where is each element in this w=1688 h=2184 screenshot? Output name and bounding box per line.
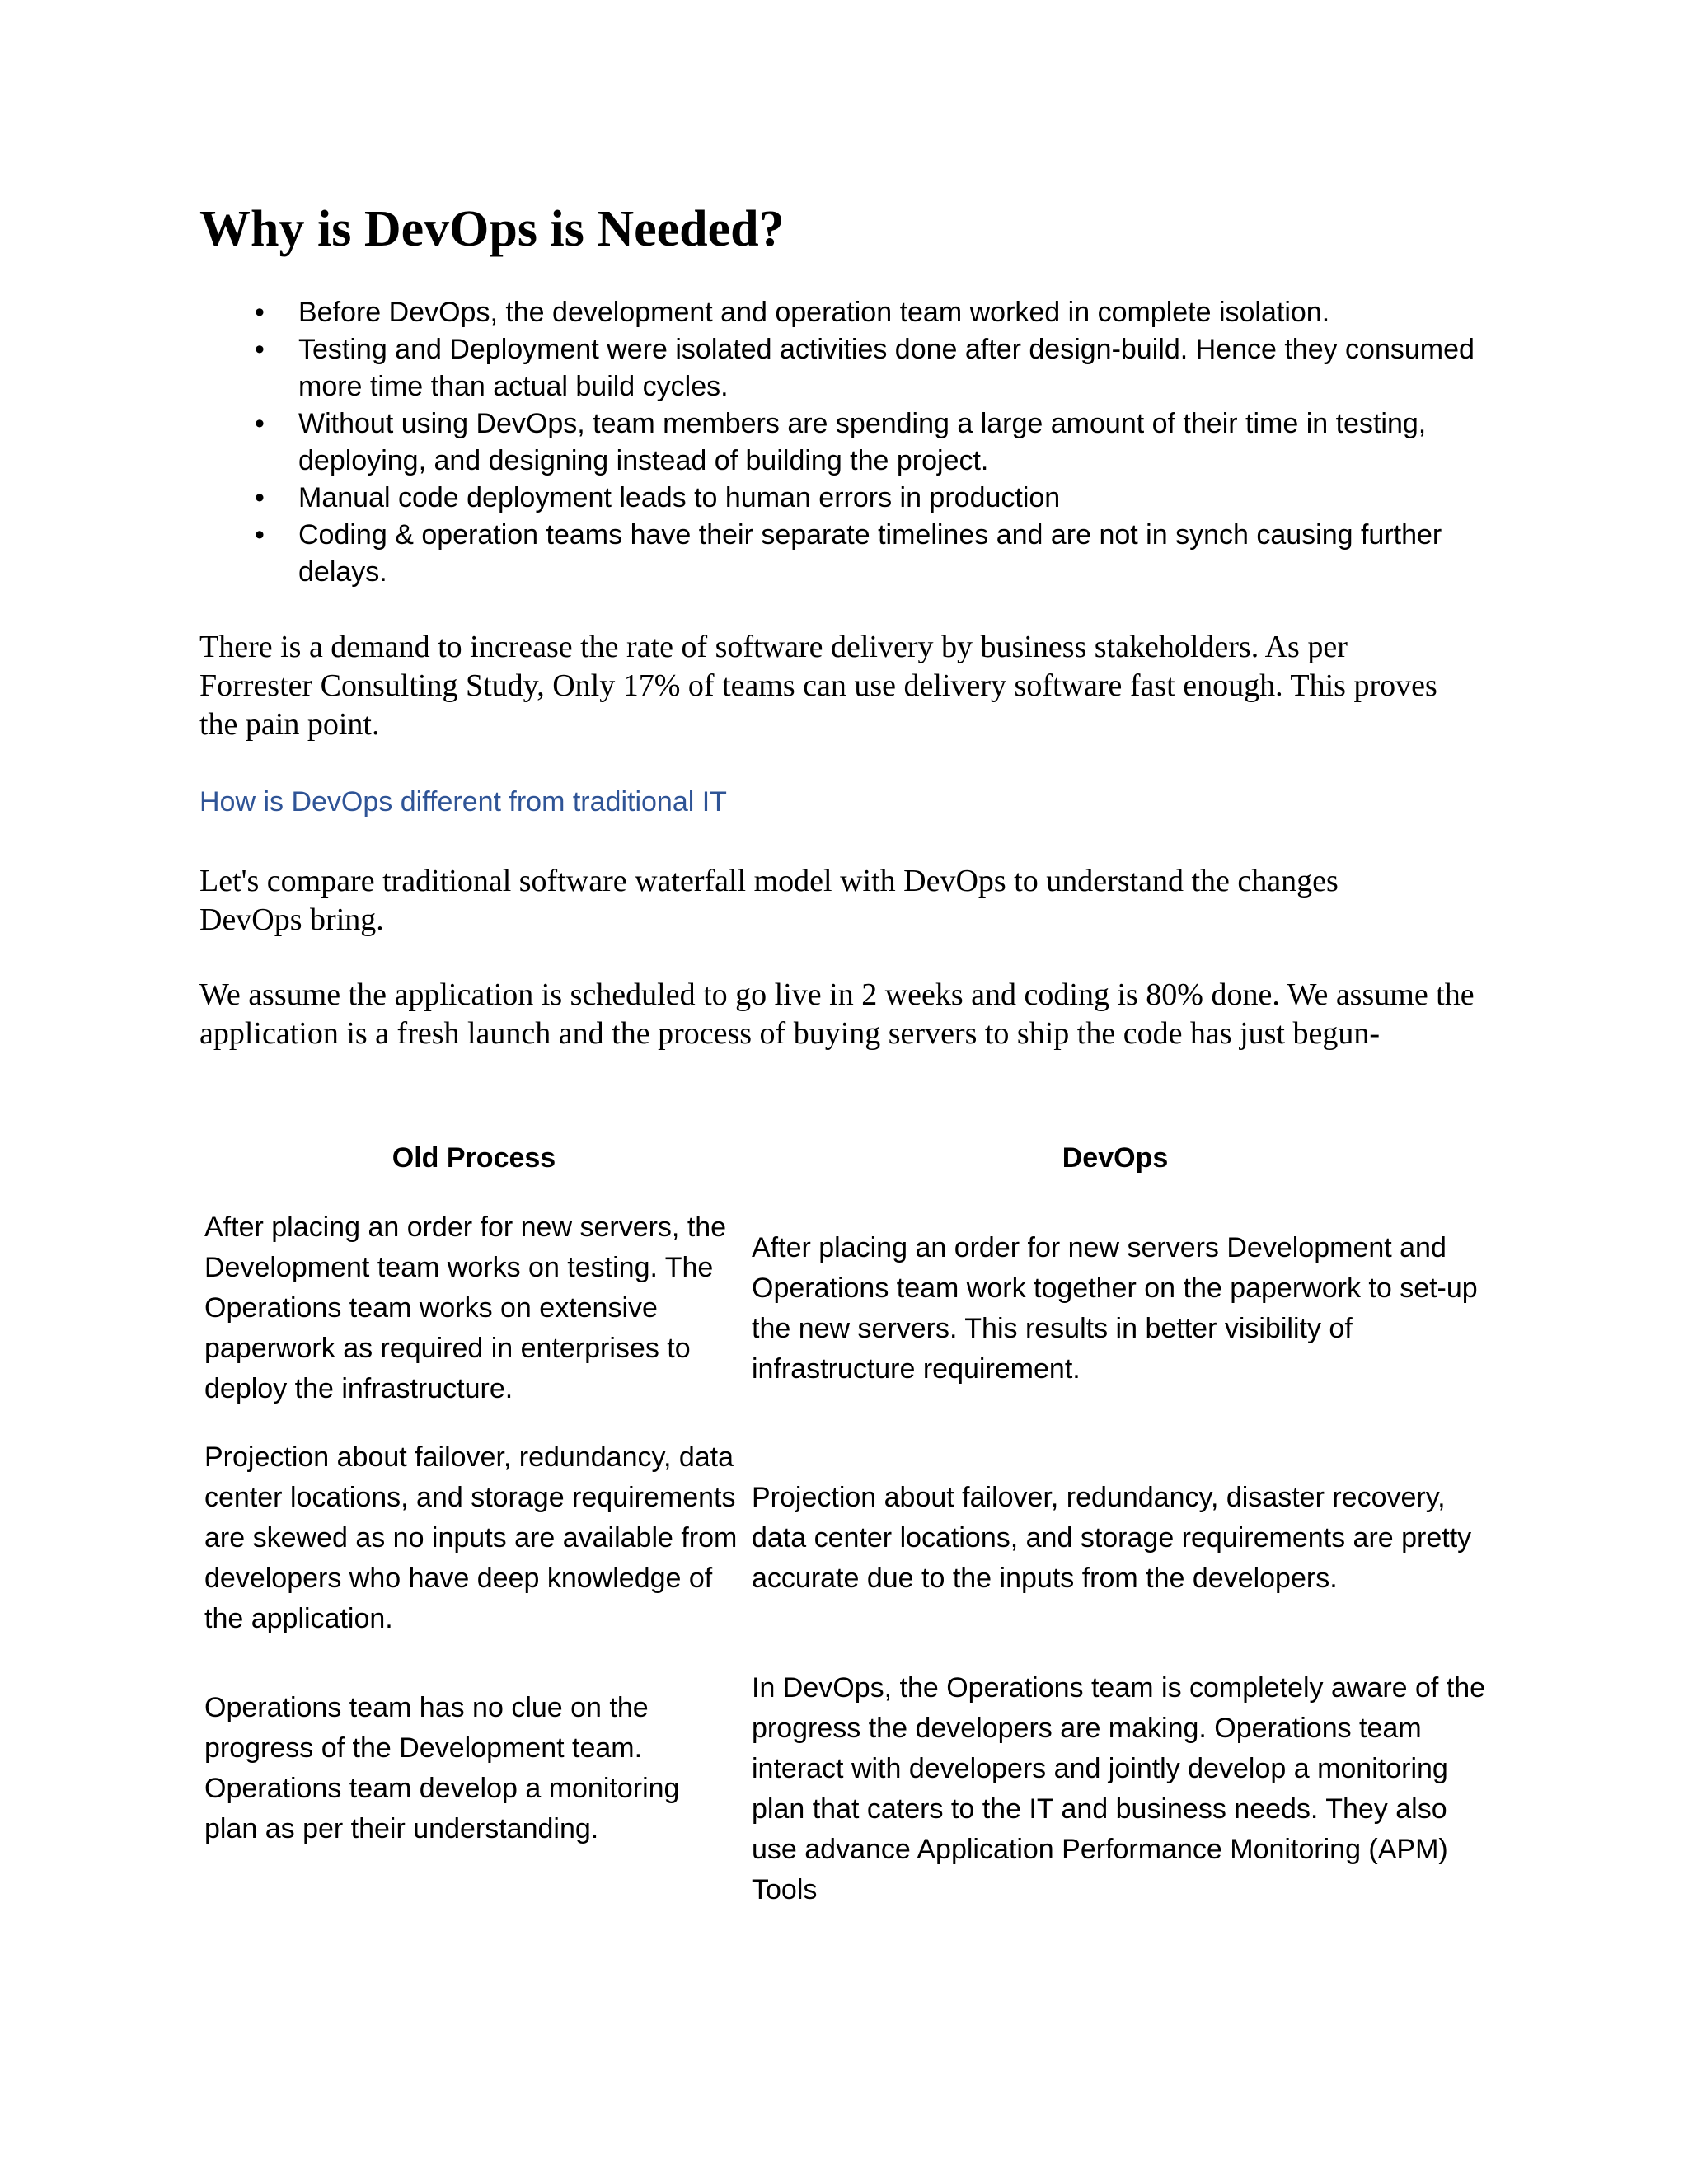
assumption-paragraph: We assume the application is scheduled to go live in 2 weeks and coding is 80% done. We assume the application is a fresh launch and the process of buying servers to ship the code has just begun- xyxy=(199,977,1475,1051)
bullet-text: Manual code deployment leads to human errors in production xyxy=(298,482,1061,513)
list-item xyxy=(199,331,1493,405)
bullet-text: Before DevOps, the development and operation team worked in complete isolation. xyxy=(298,297,1330,328)
bullet-text: Without using DevOps, team members are spending a large amount of their time in testing, deploying, and designing instead of building the project. xyxy=(298,408,1427,476)
demand-paragraph: There is a demand to increase the rate of software delivery by business stakeholders. As per Forrester Consulting Study, Only 17% of teams can use delivery software fast enough. This proves the pain point. xyxy=(199,630,1437,742)
column-header-old-process: Old Process xyxy=(392,1142,556,1174)
column-header-devops: DevOps xyxy=(1062,1142,1169,1174)
section-heading: How is DevOps different from traditional IT xyxy=(199,786,727,818)
compare-paragraph: Let's compare traditional software waterfall model with DevOps to understand the changes DevOps bring. xyxy=(199,864,1339,937)
bullet-icon: • xyxy=(255,519,265,551)
bullet-icon: • xyxy=(255,297,265,328)
bullet-text: Testing and Deployment were isolated activities done after design-build. Hence they consumed more time than actual build cycles. xyxy=(298,334,1475,402)
bullet-icon: • xyxy=(255,482,265,513)
table-cell-old: Projection about failover, redundancy, data center locations, and storage requirements are skewed as no inputs are available from developers who have deep knowledge of the application. xyxy=(204,1441,738,1634)
page-title: Why is DevOps is Needed? xyxy=(199,201,785,257)
bullet-icon: • xyxy=(255,408,265,439)
bullet-list xyxy=(199,294,1493,591)
list-item xyxy=(199,480,1493,517)
table-cell-devops: Projection about failover, redundancy, disaster recovery, data center locations, and storage requirements are pretty accurate due to the inputs from the developers. xyxy=(752,1482,1472,1594)
list-item xyxy=(199,294,1493,331)
table-cell-devops: After placing an order for new servers Development and Operations team work together on the paperwork to set-up the new servers. This results in better visibility of infrastructure requirement. xyxy=(752,1232,1478,1385)
bullet-icon: • xyxy=(255,334,265,365)
bullet-text: Coding & operation teams have their separate timelines and are not in synch causing further delays. xyxy=(298,519,1442,588)
table-cell-old: Operations team has no clue on the progress of the Development team. Operations team develop a monitoring plan as per their understanding. xyxy=(204,1692,680,1844)
list-item xyxy=(199,517,1493,591)
table-cell-devops: In DevOps, the Operations team is completely aware of the progress the developers are making. Operations team interact with developers and jointly develop a monitoring plan that caters to the IT and business needs. They also use advance Application Performance Monitoring (APM) Tools xyxy=(752,1672,1486,1905)
list-item xyxy=(199,405,1493,480)
table-cell-old: After placing an order for new servers, the Development team works on testing. The Operations team works on extensive paperwork as required in enterprises to deploy the infrastructure. xyxy=(204,1212,727,1404)
